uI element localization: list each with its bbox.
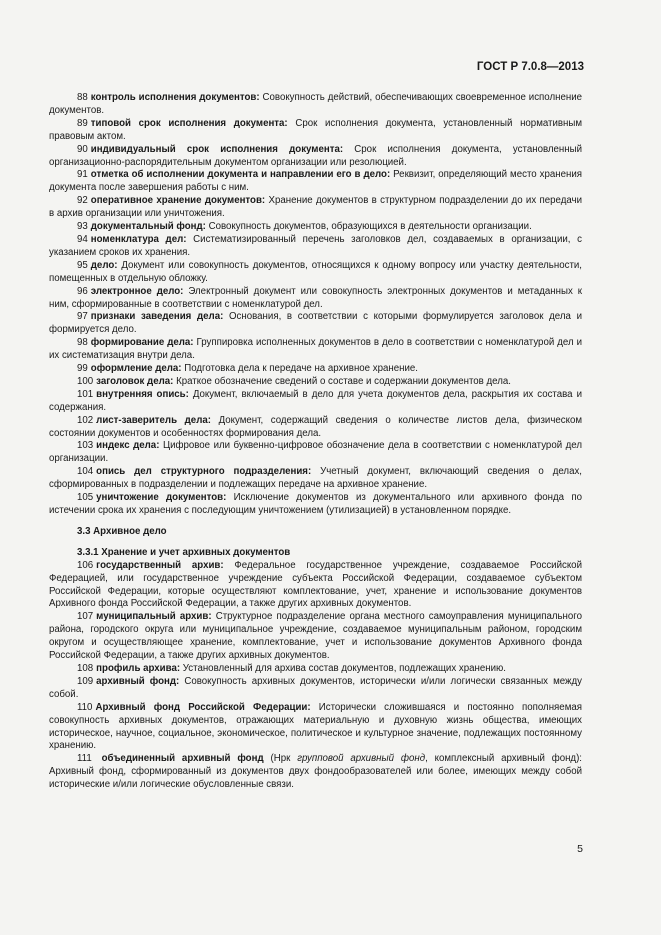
term-entry xyxy=(49,702,582,754)
term-number: 93 xyxy=(77,221,88,233)
term-entry xyxy=(49,311,582,337)
term-definition: Совокупность архивных документов, исторически и/или логически связанных между собой. xyxy=(49,675,582,700)
term-list-b xyxy=(49,560,582,754)
term-name: объединенный архивный фонд xyxy=(101,753,264,765)
term-name: внутренняя опись: xyxy=(96,388,189,400)
term-definition: Электронный документ или совокупность электронных документов и метаданных к ним, сформированные в соответствии с номенклатурой дел. xyxy=(49,285,582,310)
term-number: 109 xyxy=(77,675,94,687)
term-definition: Срок исполнения документа, установленный нормативным правовым актом. xyxy=(49,117,582,142)
term-definition: Совокупность действий, обеспечивающих своевременное исполнение документов. xyxy=(49,92,582,116)
term-number: 92 xyxy=(77,195,88,207)
term-number: 94 xyxy=(77,233,88,245)
term-definition: Систематизированный перечень заголовков дел, создаваемых в организации, с указанием сроков их хранения. xyxy=(49,233,582,258)
term-entry xyxy=(49,492,582,518)
term-number: 101 xyxy=(77,388,94,400)
term-name: признаки заведения дела: xyxy=(90,311,224,323)
term-name: типовой срок исполнения документа: xyxy=(90,117,288,129)
term-number: 97 xyxy=(77,311,88,323)
term-number: 99 xyxy=(77,363,88,375)
term-entry xyxy=(49,195,582,221)
term-number: 105 xyxy=(77,492,94,504)
term-name: контроль исполнения документов: xyxy=(90,92,260,103)
page-content xyxy=(49,92,582,792)
term-name: дело: xyxy=(90,259,118,271)
term-entry xyxy=(49,144,582,170)
term-entry xyxy=(49,753,582,792)
term-synonym: групповой архивный фонд xyxy=(297,753,426,765)
term-number: 108 xyxy=(77,662,94,674)
term-name: заголовок дела: xyxy=(96,375,174,387)
term-entry xyxy=(49,234,582,260)
term-number: 95 xyxy=(77,259,88,271)
term-entry xyxy=(49,376,582,389)
term-entry xyxy=(49,466,582,492)
term-name: оформление дела: xyxy=(90,363,182,375)
term-name: архивный фонд: xyxy=(96,675,180,687)
term-definition: Подготовка дела к передаче на архивное хранение. xyxy=(184,363,418,375)
term-definition: Группировка исполненных документов в дело в соответствии с номенклатурой дел и их систематизация внутри дела. xyxy=(49,337,582,362)
term-entry xyxy=(49,415,582,441)
term-definition: Документ, включаемый в дело для учета документов дела, раскрытия их состава и содержания. xyxy=(49,388,582,413)
term-entry xyxy=(49,337,582,363)
term-name: оперативное хранение документов: xyxy=(90,195,266,207)
term-number: 103 xyxy=(77,440,94,452)
term-name: Архивный фонд Российской Федерации: xyxy=(95,701,311,713)
term-number: 90 xyxy=(77,143,88,155)
term-entry xyxy=(49,260,582,286)
term-note-open: (Нрк xyxy=(270,753,291,765)
term-definition: Документ или совокупность документов, относящихся к одному вопросу или участку деятельности, помещенных в отдельную обложку. xyxy=(49,259,582,284)
term-definition: Краткое обозначение сведений о составе и содержании документов дела. xyxy=(176,375,511,387)
term-definition: Цифровое или буквенно-цифровое обозначение дела в соответствии с номенклатурой дел организации. xyxy=(49,440,582,465)
term-entry xyxy=(49,560,582,612)
term-name: электронное дело: xyxy=(90,285,184,297)
term-definition: Срок исполнения документа, установленный организационно-распорядительным документом организации или резолюцией. xyxy=(49,143,583,168)
subsection-heading: 3.3.1 Хранение и учет архивных документов xyxy=(77,546,291,558)
term-definition: Хранение документов в структурном подразделении до их передачи в архив организации или уничтожения. xyxy=(49,195,582,220)
term-entry xyxy=(49,440,582,466)
term-number: 89 xyxy=(77,117,88,129)
term-entry xyxy=(49,92,582,118)
term-number: 104 xyxy=(77,466,94,478)
term-number: 100 xyxy=(77,375,94,387)
term-name: профиль архива: xyxy=(96,662,181,674)
term-list-a xyxy=(49,92,582,518)
term-entry xyxy=(49,363,582,376)
term-number: 91 xyxy=(77,169,88,181)
term-definition: Исключение документов из документального или архивного фонда по истечении срока их хранения с последующим уничтожением (утилизацией) в установленном порядке. xyxy=(49,492,582,516)
term-definition: , комплексный архивный фонд): Архивный фонд, сформированный из документов двух фондообразователей или более, имеющих между собой исторические и/или логические обусловленные связи. xyxy=(49,753,583,791)
term-name: номенклатура дел: xyxy=(90,233,187,245)
term-entry xyxy=(49,611,582,663)
term-name: лист-заверитель дела: xyxy=(96,414,211,426)
term-definition: Федеральное государственное учреждение, создаваемое Российской Федерацией, или государственное учреждение субъекта Российской Федерации, создаваемое субъектом Российской Федерации, которые осуществляют комплектование, учет, хранение и использование документов Архивного фонда Российской Федерации, а также других архивных документов. xyxy=(49,559,582,610)
term-definition: Документ, содержащий сведения о количестве листов дела, физическом состоянии документов и особенностях формирования дела. xyxy=(49,414,582,439)
term-definition: Установленный для архива состав документов, подлежащих хранению. xyxy=(182,662,506,674)
term-definition: Структурное подразделение органа местного самоуправления муниципального района, городского округа или муниципальное учреждение, создаваемое муниципальным районом, городским округом и осуществляющее хранение, комплектование, учет и использование документов Архивного фонда Российской Федерации, а также других архивных документов. xyxy=(49,611,582,662)
term-name: отметка об исполнении документа и направлении его в дело: xyxy=(90,169,391,181)
term-name: уничтожение документов: xyxy=(96,492,227,504)
term-number: 98 xyxy=(77,337,88,349)
term-name: опись дел структурного подразделения: xyxy=(96,466,312,478)
section-heading: 3.3 Архивное дело xyxy=(77,525,167,537)
term-name: формирование дела: xyxy=(90,337,194,349)
term-number: 111 xyxy=(77,753,92,765)
term-name: документальный фонд: xyxy=(90,221,206,233)
term-definition: Исторически сложившаяся и постоянно пополняемая совокупность архивных документов, отражающих материальную и духовную жизнь общества, имеющих историческое, научное, социальное, экономическое, политическое и культурное значение, подлежащих постоянному хранению. xyxy=(49,701,582,752)
term-number: 106 xyxy=(77,559,94,571)
term-definition: Учетный документ, включающий сведения о делах, сформированных в подразделении и подлежащих передаче на архивное хранение. xyxy=(49,466,582,491)
term-entry xyxy=(49,169,582,195)
page-number: 5 xyxy=(577,843,583,855)
term-entry xyxy=(49,286,582,312)
term-name: индивидуальный срок исполнения документа: xyxy=(90,143,344,155)
term-name: государственный архив: xyxy=(96,559,224,571)
term-number: 102 xyxy=(77,414,94,426)
term-entry xyxy=(49,118,582,144)
term-definition: Основания, в соответствии с которыми формулируется заголовок дела и формируется дело. xyxy=(49,311,582,336)
term-definition: Реквизит, определяющий место хранения документа после завершения работы с ним. xyxy=(49,169,582,194)
term-name: муниципальный архив: xyxy=(96,611,212,623)
term-entry xyxy=(49,663,582,676)
term-number: 110 xyxy=(77,701,93,713)
term-entry xyxy=(49,389,582,415)
standard-designation: ГОСТ Р 7.0.8—2013 xyxy=(476,61,584,73)
term-name: индекс дела: xyxy=(96,440,160,452)
term-number: 107 xyxy=(77,611,94,623)
term-entry xyxy=(49,676,582,702)
term-definition: Совокупность документов, образующихся в деятельности организации. xyxy=(208,221,532,233)
term-number: 88 xyxy=(77,92,88,103)
term-entry xyxy=(49,221,582,234)
term-number: 96 xyxy=(77,285,88,297)
